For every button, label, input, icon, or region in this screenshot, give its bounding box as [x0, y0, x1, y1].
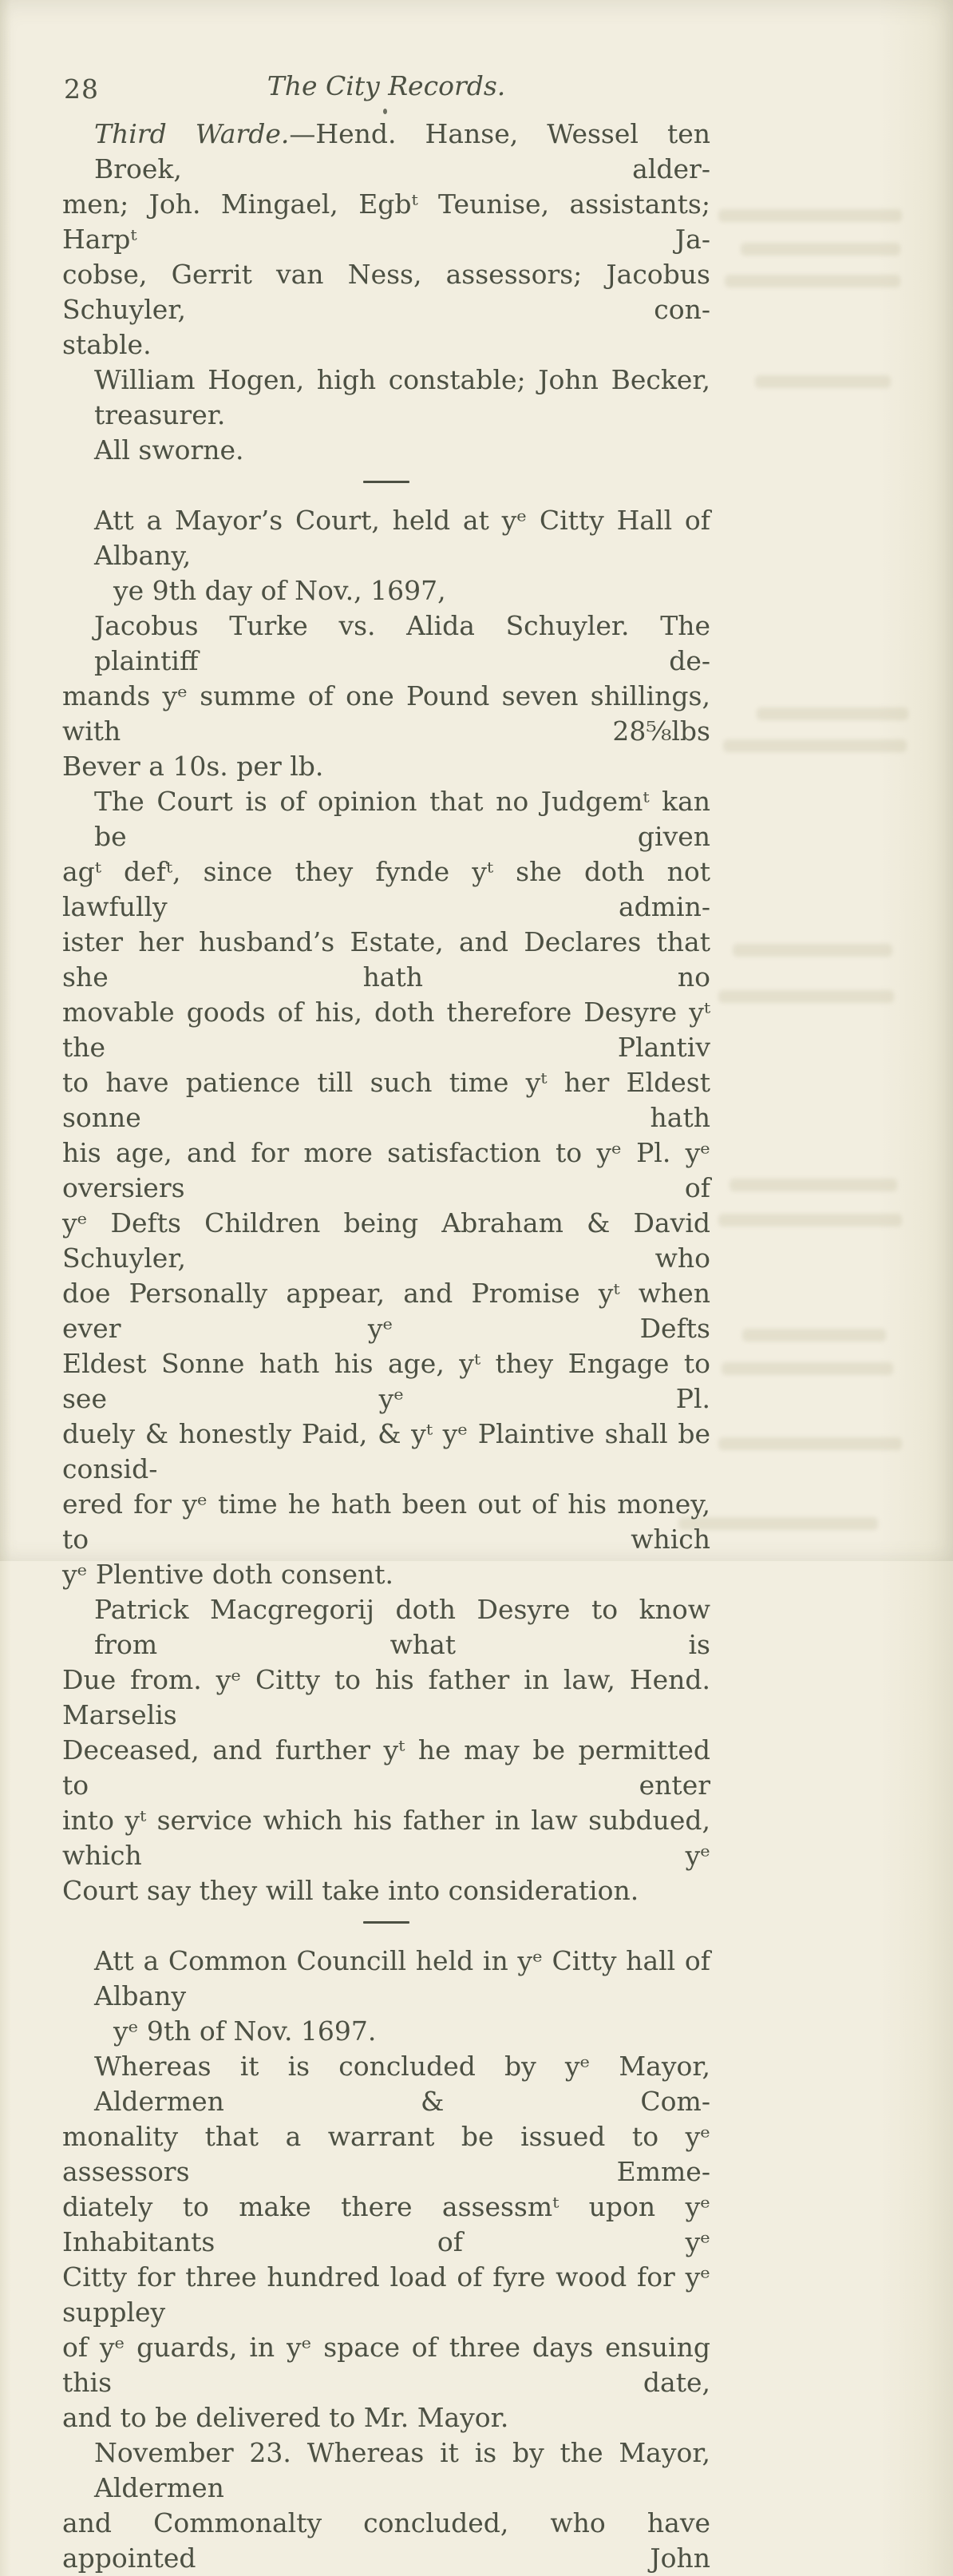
text-line [62, 117, 710, 187]
text-line: duely & honestly Paid, & yᵗ yᵉ Plaintive shall be consid- [62, 1418, 710, 1484]
bleedthrough-artifact [741, 243, 900, 256]
bleedthrough-artifact [718, 1437, 902, 1450]
running-title: The City Records. [267, 70, 506, 101]
text-line: and to be delivered to Mr. Mayor. [62, 2402, 509, 2433]
bleedthrough-artifact [718, 209, 902, 222]
page-header [62, 67, 710, 110]
text-line: Deceased, and further yᵗ he may be permitted to enter [62, 1734, 710, 1801]
text-line: and Commonalty concluded, who have appointed John [62, 2507, 710, 2574]
bleedthrough-artifact [730, 1179, 897, 1191]
bleedthrough-artifact [755, 375, 891, 388]
section-divider [363, 481, 409, 483]
text-line: Whereas it is concluded by yᵉ Mayor, Aldermen & Com- [94, 2051, 710, 2117]
text-line: to have patience till such time yᵗ her Eldest sonne hath [62, 1067, 710, 1133]
page-body [62, 67, 710, 2576]
text-line: yᵉ 9th of Nov. 1697. [113, 2015, 377, 2047]
text-line: diately to make there assessmᵗ upon yᵉ Inhabitants of yᵉ [62, 2191, 710, 2257]
text-segment: —Hend. Hanse, Wessel ten Broek, alder- [94, 118, 710, 184]
text-column [62, 117, 710, 2576]
text-line: mands yᵉ summe of one Pound seven shillings, with 28⅝lbs [62, 680, 710, 747]
bleedthrough-artifact [757, 707, 908, 720]
bleedthrough-artifact [742, 1329, 886, 1342]
text-line: Court say they will take into consideration. [62, 1875, 639, 1906]
text-line: monality that a warrant be issued to yᵉ assessors Emme- [62, 2121, 710, 2187]
text-line: Att a Mayor’s Court, held at yᵉ Citty Hall of Albany, [94, 505, 710, 571]
text-line: men; Joh. Mingael, Egbᵗ Teunise, assistants; Harpᵗ Ja- [62, 188, 710, 255]
text-line: of yᵉ guards, in yᵉ space of three days ensuing this date, [62, 2332, 710, 2398]
text-line: movable goods of his, doth therefore Desyre yᵗ the Plantiv [62, 997, 710, 1063]
bleedthrough-artifact [733, 944, 892, 957]
page-number: 28 [64, 73, 99, 105]
text-line: doe Personally appear, and Promise yᵗ when ever yᵉ Defts [62, 1278, 710, 1344]
text-line: Jacobus Turke vs. Alida Schuyler. The plaintiff de- [94, 610, 710, 676]
italic-text-segment: Third Warde. [94, 118, 290, 149]
text-line: stable. [62, 329, 152, 360]
bleedthrough-artifact [725, 275, 900, 287]
text-line: ye 9th day of Nov., 1697, [113, 575, 446, 606]
text-line: yᵉ Defts Children being Abraham & David Schuyler, who [62, 1207, 710, 1274]
text-line: Due from. yᵉ Citty to his father in law, Hend. Marselis [62, 1664, 710, 1730]
text-line: cobse, Gerrit van Ness, assessors; Jacobus Schuyler, con- [62, 259, 710, 325]
bleedthrough-artifact [722, 1362, 893, 1375]
text-line: yᵉ Plentive doth consent. [62, 1559, 393, 1590]
text-line: Bever a 10s. per lb. [62, 751, 324, 782]
section-divider [363, 1921, 409, 1924]
bleedthrough-artifact [723, 739, 907, 752]
text-line: into yᵗ service which his father in law subdued, which yᵉ [62, 1805, 710, 1871]
bleedthrough-artifact [718, 990, 894, 1003]
text-line: All sworne. [94, 434, 244, 466]
text-line: ered for yᵉ time he hath been out of his money, to which [62, 1488, 710, 1555]
bleedthrough-artifact [718, 1214, 902, 1227]
text-line: ister her husband’s Estate, and Declares that she hath no [62, 926, 710, 993]
text-line: his age, and for more satisfaction to yᵉ Pl. yᵉ oversiers of [62, 1137, 710, 1203]
text-line: Citty for three hundred load of fyre wood for yᵉ suppley [62, 2261, 710, 2328]
text-line: William Hogen, high constable; John Becker, treasurer. [94, 364, 710, 430]
text-line: Eldest Sonne hath his age, yᵗ they Engage to see yᵉ Pl. [62, 1348, 710, 1414]
ink-speck-artifact [383, 109, 387, 114]
text-line: Patrick Macgregorij doth Desyre to know from what is [94, 1594, 710, 1660]
text-line: November 23. Whereas it is by the Mayor, Aldermen [94, 2437, 710, 2503]
text-line: The Court is of opinion that no Judgemᵗ kan be given [94, 786, 710, 852]
text-line: agᵗ defᵗ, since they fynde yᵗ she doth not lawfully admin- [62, 856, 710, 922]
text-line: Att a Common Councill held in yᵉ Citty hall of Albany [94, 1945, 710, 2011]
